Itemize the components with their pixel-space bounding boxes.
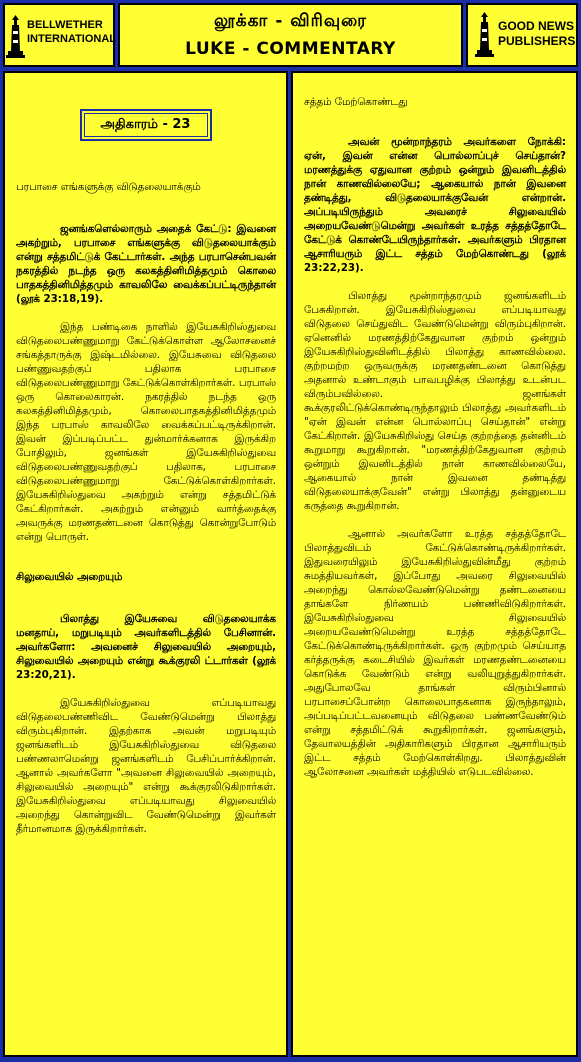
logo-right-line1: GOOD NEWS [498, 19, 575, 33]
section-title-barabbas: பரபாசை எங்களுக்கு விடுதலையாக்கும் [16, 181, 201, 193]
title-english: LUKE - COMMENTARY [185, 39, 396, 59]
scripture-quote-2: பிலாத்து இயேசுவை விடுதலையாக்க மனதாய், மறுபடியும் அவர்களிடத்தில் பேசினான். அவர்களோ: அவனைச் சிலுவையில் அறையும், சிலுவையில் அறையும் என்று கூக்குரலி ட்டார்கள் (லூக் 23:20,21). [16, 613, 276, 681]
logo-right-line2: PUBLISHERS [498, 34, 576, 48]
scripture-quote-3: அவன் மூன்றாந்தரம் அவர்களை நோக்கி: ஏன், இவன் என்ன பொல்லாப்புச் செய்தான்? மரணத்துக்கு ஏதுவான குற்றம் ஒன்றும் இவனிடத்தில் நான் காணவில்லையே; ஆகையால் நான் இவனை தண்டித்து, விடுதலையாக்குவேன் என்றான். அப்படியிருந்தும் அவரைச் சிலுவையில் அறையவேண்டுமென்று அவர்கள் உரத்த சத்தத்தோடே கேட்டுக் கொண்டேயிருந்தார்கள். அவர்களும் பிரதான ஆசாரியரும் இட்ட சத்தம் மேற்கொண்டது (லூக் 23:22,23). [304, 136, 566, 274]
logo-goodnews [466, 3, 578, 67]
commentary-paragraph-1: இந்த பண்டிகை நாளில் இயேசுகிறிஸ்துவை விடுதலைபண்ணுமாறு கேட்டுக்கொள்ள ஆலோசனைச் சங்கத்தாருக்கு இஷ்டமில்லை. இயேசுவை விடுதலை பண்ணுவதற்குப் பதிலாக பரபாசை விடுதலைபண்ணுமாறு கேட்டுக்கொள்கிறார்கள். பரபாஸ் ஒரு கொலைகாரன். நகரத்தில் நடந்த ஒரு கலகத்தினிமித்தமும், கொலைபாதகத்தினிமித்தமும் இந்த பரபாஸ் காவலிலே வைக்கப்பட்டிருக்கிறான். இவன் இப்படிப்பட்ட துன்மார்க்கனாக இருக்கிற போதிலும், ஜனங்கள் இயேசுகிறிஸ்துவை விடுதலைபண்ணுவதற்குப் பதிலாக, பரபாசை விடுதலைபண்ணுமாறு கேட்டுக்கொள்கிறார்கள். இயேசுகிறிஸ்துவை அகற்றும் என்று சத்தமிட்டுக் கேட்கிறார்கள். அகற்றும் என்னும் வார்த்தைக்கு அவருக்கு மரணதண்டனை கொடுத்து கொன்றுபோடும் என்று பொருள். [16, 321, 276, 543]
logo-left-line1: BELLWETHER [27, 19, 103, 31]
section-title-voice-prevailed: சத்தம் மேற்கொண்டது [304, 96, 408, 108]
section-title-crucify: சிலுவையில் அறையும் [16, 571, 123, 583]
title-tamil: லூக்கா - விரிவுரை [213, 11, 368, 31]
logo-left-line2: INTERNATIONAL [27, 33, 117, 45]
chapter-heading: அதிகாரம் - 23 [84, 113, 208, 137]
scripture-quote-1: ஜனங்களெல்லாரும் அதைக் கேட்டு: இவனை அகற்றும், பரபாசை எங்களுக்கு விடுதலையாக்கும் என்று சத்தமிட்டுக் கேட்டார்கள். அந்த பரபாசென்பவன் நகரத்தில் நடந்த ஒரு கலகத்தினிமித்தமும் கொலை பாதகத்தினிமித்தமும் காவலிலே வைக்கப்பட்டிருந்தான் (லூக் 23:18,19). [16, 223, 276, 305]
commentary-paragraph-4: ஆனால் அவர்களோ உரத்த சத்தத்தோடே பிலாத்துவிடம் கேட்டுக்கொண்டிருக்கிறார்கள். இதுவரையிலும் இயேசுகிறிஸ்துவின்மீது குற்றம் சுமத்தியவர்கள், இப்போது அவரை சிலுவையில் அறைந்து கொல்லவேண்டுமென்று தண்டனையை தாங்களே நிர்ணயம் பண்ணிவிடுகிறார்கள். இயேசுகிறிஸ்துவை சிலுவையில் அறையவேண்டுமென்று உரத்த சத்தத்தோடே கேட்டுக்கொண்டிருக்கிறார்கள். ஒரு குற்றமும் செய்யாத கர்த்தருக்கு கடைசியில் இவர்கள் மரணதண்டனையை கொடுக்க வேண்டும் என்று வலியுறுத்துகிறார்கள். அதுபோலவே தாங்கள் விரும்பினால் பரபாசைப்போன்ற கொலைபாதகனாக இருந்தாலும், அப்படிப்பட்டவனையும் விடுதலை பண்ணவேண்டும் என்று சத்தமிட்டுக் கூறுகிறார்கள். ஜனங்களும், தேவாலயத்தின் அதிகாரிகளும் பிரதான ஆசாரியரும் இட்ட சத்தம் மேற்கொள்கிறது. பிலாத்துவின் ஆலோசனை அவர்கள் மத்தியில் எடுபடவில்லை. [304, 528, 566, 778]
title-box [118, 3, 463, 67]
chapter-box [80, 109, 212, 141]
commentary-paragraph-3: பிலாத்து மூன்றாந்தரமும் ஜனங்களிடம் பேசுகிறான். இயேசுகிறிஸ்துவை எப்படியாவது விடுதலை செய்துவிட வேண்டுமென்று விரும்புகிறான். ஏனெனில் மரணத்திற்கேதுவான குற்றம் ஒன்றும் இயேசுகிறிஸ்துவினிடத்தில் பிலாத்து காணவில்லை. குற்றமற்ற ஒருவருக்கு மரணதண்டனை கொடுத்து அதனால் உண்டாகும் பாவபழிக்கு பிலாத்து உடன்பட விரும்பவில்லை. ஜனங்கள் கூக்குரலிட்டுக்கொண்டிருந்தாலும் பிலாத்து அவர்களிடம் "ஏன் இவன் என்ன பொல்லாப்பு செய்தான்" என்று கேட்கிறான். இயேசுகிறிஸ்து செய்த குற்றத்தை தன்னிடம் கூறுமாறு கூறுகிறான். "மரணத்திற்கேதுவான குற்றம் ஒன்றும் இவனிடத்தில் நான் காணவில்லையே, ஆகையால் நான் இவனை தண்டித்து விடுதலையாக்குவேன்" என்று பிலாத்து தன்னுடைய கருத்தை கூறுகிறான். [304, 290, 566, 512]
right-column [291, 71, 578, 1057]
commentary-paragraph-2: இயேசுகிறிஸ்துவை எப்படியாவது விடுதலைபண்ணிவிட வேண்டுமென்று பிலாத்து விரும்புகிறான். இதற்காக அவன் மறுபடியும் ஜனங்களிடம் இயேசுகிறிஸ்துவை விடுதலை பண்ணலாமென்று ஜனங்களிடம் பேசிப்பார்க்கிறான். ஆனால் அவர்களோ "அவனை சிலுவையில் அறையும், சிலுவையில் அறையும்" என்று கூக்குரலிடுகிறார்கள். இயேசுகிறிஸ்துவை எப்படியாவது சிலுவையில் அறைந்து கொன்றுவிட வேண்டுமென்று இவர்கள் தீர்மானமாக இருக்கிறார்கள். [16, 697, 276, 835]
logo-bellwether [3, 3, 115, 67]
left-column [3, 71, 288, 1057]
